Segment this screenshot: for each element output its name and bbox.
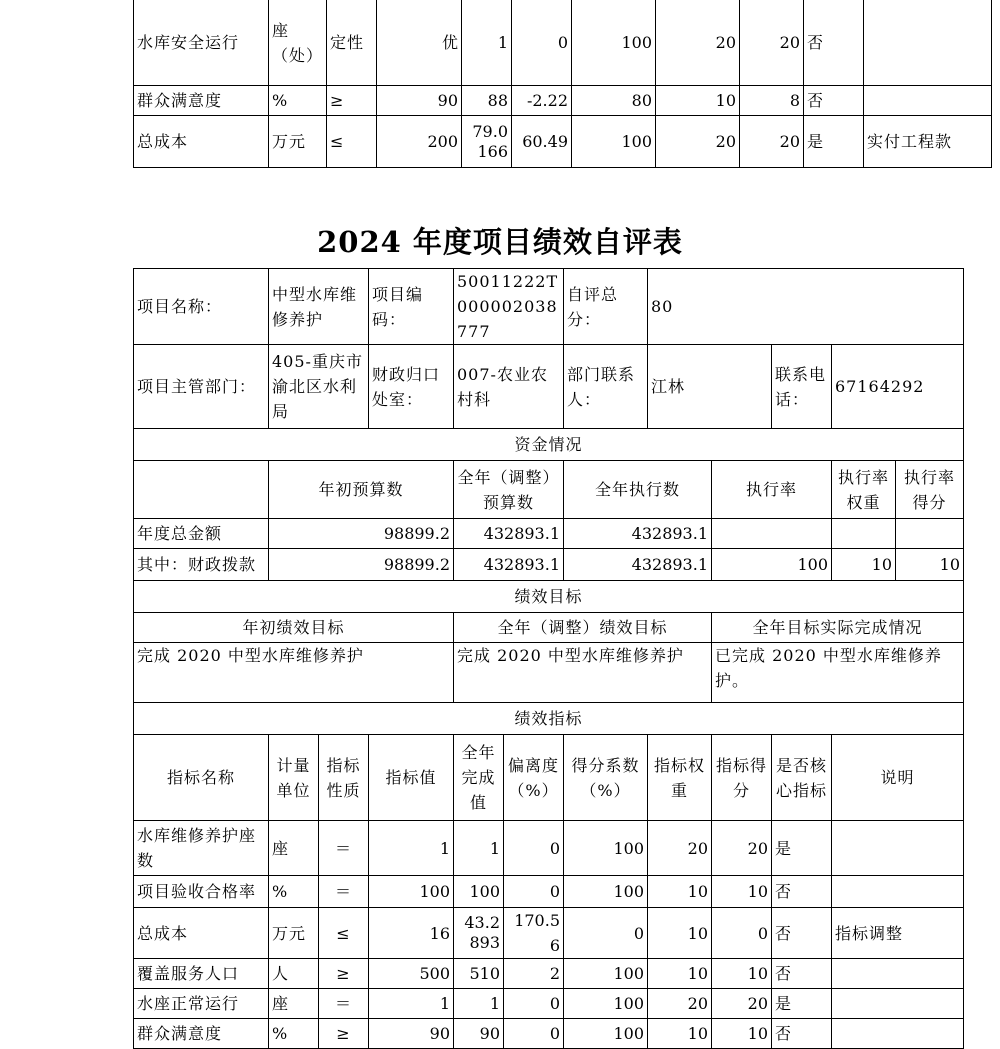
header-coef: 得分系数（%） xyxy=(564,735,648,821)
indicator-note xyxy=(864,86,992,116)
indicator-nature: 定性 xyxy=(327,0,377,86)
indicator-weight: 20 xyxy=(648,989,712,1019)
indicator-deviation: 0 xyxy=(504,821,564,876)
project-info-row xyxy=(134,269,964,345)
indicator-weight: 20 xyxy=(656,116,740,168)
indicator-deviation: 0 xyxy=(504,1019,564,1049)
self-score: 80 xyxy=(648,269,964,345)
header-weight: 指标权重 xyxy=(648,735,712,821)
indicator-score: 10 xyxy=(712,876,772,908)
indicator-unit: % xyxy=(269,86,327,116)
indicator-deviation: 60.49 xyxy=(512,116,572,168)
indicator-actual: 88 xyxy=(462,86,512,116)
indicator-core: 否 xyxy=(772,876,832,908)
initial-goal-header: 年初绩效目标 xyxy=(134,613,454,643)
contact-label: 部门联系人： xyxy=(564,345,648,429)
funds-section-row xyxy=(134,429,964,461)
indicator-name: 群众满意度 xyxy=(134,86,269,116)
execution-rate-header: 执行率 xyxy=(712,461,832,519)
indicator-target: 500 xyxy=(369,959,454,989)
indicator-core: 否 xyxy=(772,1019,832,1049)
indicator-core: 是 xyxy=(772,989,832,1019)
phone-number: 67164292 xyxy=(832,345,964,429)
indicator-score: 20 xyxy=(740,116,804,168)
indicator-unit: 座 xyxy=(269,989,319,1019)
indicator-weight: 10 xyxy=(648,959,712,989)
adjusted-goal: 完成 2020 中型水库维修养护 xyxy=(454,643,712,703)
header-core: 是否核心指标 xyxy=(772,735,832,821)
indicators-section-row xyxy=(134,703,964,735)
indicator-note xyxy=(832,1019,964,1049)
indicator-target: 90 xyxy=(369,1019,454,1049)
indicator-score: 20 xyxy=(712,989,772,1019)
indicator-weight: 20 xyxy=(648,821,712,876)
header-unit: 计量单位 xyxy=(269,735,319,821)
rate-score xyxy=(896,519,964,549)
department-label: 项目主管部门： xyxy=(134,345,269,429)
initial-budget-header: 年初预算数 xyxy=(269,461,454,519)
goals-row xyxy=(134,643,964,703)
goals-section-row xyxy=(134,581,964,613)
indicator-coef: 100 xyxy=(564,876,648,908)
rate-weight-header: 执行率权重 xyxy=(832,461,896,519)
indicator-actual: 90 xyxy=(454,1019,504,1049)
indicator-target: 优 xyxy=(377,0,462,86)
indicator-actual: 510 xyxy=(454,959,504,989)
department: 405-重庆市渝北区水利局 xyxy=(269,345,369,429)
indicator-actual: 1 xyxy=(462,0,512,86)
indicator-unit: 万元 xyxy=(269,116,327,168)
indicator-nature: ＝ xyxy=(319,989,369,1019)
indicator-score: 8 xyxy=(740,86,804,116)
executed-header: 全年执行数 xyxy=(564,461,712,519)
funds-row xyxy=(134,549,964,581)
indicator-name: 群众满意度 xyxy=(134,1019,269,1049)
funds-row xyxy=(134,519,964,549)
table-row xyxy=(134,989,964,1019)
header-indicator-name: 指标名称 xyxy=(134,735,269,821)
adjusted-goal-header: 全年（调整）绩效目标 xyxy=(454,613,712,643)
indicator-name: 项目验收合格率 xyxy=(134,876,269,908)
indicator-actual: 43.2893 xyxy=(454,908,504,959)
initial-budget: 98899.2 xyxy=(269,549,454,581)
finance-office: 007-农业农村科 xyxy=(454,345,564,429)
indicator-nature: ≤ xyxy=(327,116,377,168)
adjusted-budget: 432893.1 xyxy=(454,549,564,581)
indicator-core: 否 xyxy=(772,908,832,959)
table-row xyxy=(134,821,964,876)
table-row xyxy=(134,876,964,908)
executed-amount: 432893.1 xyxy=(564,549,712,581)
indicator-coef: 100 xyxy=(572,116,656,168)
rate-weight: 10 xyxy=(832,549,896,581)
indicator-coef: 100 xyxy=(564,959,648,989)
indicator-deviation: 170.56 xyxy=(504,908,564,959)
indicator-deviation: 0 xyxy=(504,876,564,908)
indicator-name: 水座正常运行 xyxy=(134,989,269,1019)
indicator-nature: ＝ xyxy=(319,876,369,908)
rate-weight xyxy=(832,519,896,549)
executed-amount: 432893.1 xyxy=(564,519,712,549)
funds-row-label: 年度总金额 xyxy=(134,519,269,549)
finance-office-label: 财政归口处室： xyxy=(369,345,454,429)
header-target: 指标值 xyxy=(369,735,454,821)
contact-person: 江林 xyxy=(648,345,772,429)
indicator-unit: 座（处） xyxy=(269,0,327,86)
adjusted-budget-header: 全年（调整）预算数 xyxy=(454,461,564,519)
self-evaluation-table xyxy=(133,268,964,1049)
indicator-deviation: 0 xyxy=(504,989,564,1019)
header-actual: 全年完成值 xyxy=(454,735,504,821)
indicator-score: 10 xyxy=(712,959,772,989)
indicator-target: 100 xyxy=(369,876,454,908)
header-deviation: 偏离度（%） xyxy=(504,735,564,821)
table-row xyxy=(134,116,992,168)
indicator-nature: ≥ xyxy=(319,1019,369,1049)
indicator-target: 200 xyxy=(377,116,462,168)
indicator-nature: ≤ xyxy=(319,908,369,959)
initial-goal: 完成 2020 中型水库维修养护 xyxy=(134,643,454,703)
department-info-row xyxy=(134,345,964,429)
execution-rate: 100 xyxy=(712,549,832,581)
indicator-coef: 100 xyxy=(564,821,648,876)
indicator-name: 总成本 xyxy=(134,908,269,959)
indicator-actual: 1 xyxy=(454,989,504,1019)
table-row xyxy=(134,0,992,86)
header-nature: 指标性质 xyxy=(319,735,369,821)
indicator-deviation: -2.22 xyxy=(512,86,572,116)
indicator-unit: 座 xyxy=(269,821,319,876)
indicator-nature: ≥ xyxy=(327,86,377,116)
initial-budget: 98899.2 xyxy=(269,519,454,549)
indicator-actual: 79.0166 xyxy=(462,116,512,168)
indicator-note xyxy=(832,876,964,908)
self-score-label: 自评总分： xyxy=(564,269,648,345)
funds-header-blank xyxy=(134,461,269,519)
table-row xyxy=(134,908,964,959)
indicator-weight: 10 xyxy=(648,1019,712,1049)
indicator-note xyxy=(832,989,964,1019)
indicator-name: 水库安全运行 xyxy=(134,0,269,86)
indicator-unit: 人 xyxy=(269,959,319,989)
phone-label: 联系电话： xyxy=(772,345,832,429)
funds-section-title: 资金情况 xyxy=(134,429,964,461)
indicator-target: 90 xyxy=(377,86,462,116)
indicator-target: 1 xyxy=(369,821,454,876)
indicator-core: 否 xyxy=(804,86,864,116)
indicator-score: 20 xyxy=(740,0,804,86)
table-row xyxy=(134,1019,964,1049)
indicator-score: 0 xyxy=(712,908,772,959)
adjusted-budget: 432893.1 xyxy=(454,519,564,549)
indicators-header-row xyxy=(134,735,964,821)
indicator-note xyxy=(864,0,992,86)
project-code: 50011222T000002038777 xyxy=(454,269,564,345)
indicator-core: 否 xyxy=(804,0,864,86)
indicator-unit: 万元 xyxy=(269,908,319,959)
indicator-name: 覆盖服务人口 xyxy=(134,959,269,989)
indicator-note xyxy=(832,959,964,989)
page-title: 2024 年度项目绩效自评表 xyxy=(317,225,683,259)
funds-header-row xyxy=(134,461,964,519)
indicator-weight: 10 xyxy=(656,86,740,116)
indicator-coef: 80 xyxy=(572,86,656,116)
indicator-coef: 100 xyxy=(564,989,648,1019)
indicator-note: 指标调整 xyxy=(832,908,964,959)
indicator-core: 否 xyxy=(772,959,832,989)
indicator-core: 是 xyxy=(772,821,832,876)
indicator-unit: % xyxy=(269,876,319,908)
header-note: 说明 xyxy=(832,735,964,821)
actual-goal-header: 全年目标实际完成情况 xyxy=(712,613,964,643)
indicator-core: 是 xyxy=(804,116,864,168)
indicators-section-title: 绩效指标 xyxy=(134,703,964,735)
project-name: 中型水库维修养护 xyxy=(269,269,369,345)
indicator-target: 16 xyxy=(369,908,454,959)
goals-header-row xyxy=(134,613,964,643)
goals-section-title: 绩效目标 xyxy=(134,581,964,613)
indicator-name: 水库维修养护座数 xyxy=(134,821,269,876)
actual-goal: 已完成 2020 中型水库维修养护。 xyxy=(712,643,964,703)
indicator-nature: ＝ xyxy=(319,821,369,876)
indicator-name: 总成本 xyxy=(134,116,269,168)
indicator-target: 1 xyxy=(369,989,454,1019)
indicator-weight: 20 xyxy=(656,0,740,86)
table-row xyxy=(134,86,992,116)
indicator-nature: ≥ xyxy=(319,959,369,989)
indicator-score: 20 xyxy=(712,821,772,876)
indicator-actual: 1 xyxy=(454,821,504,876)
indicator-coef: 0 xyxy=(564,908,648,959)
indicator-weight: 10 xyxy=(648,876,712,908)
indicator-deviation: 0 xyxy=(512,0,572,86)
indicator-note: 实付工程款 xyxy=(864,116,992,168)
indicator-note xyxy=(832,821,964,876)
indicator-coef: 100 xyxy=(564,1019,648,1049)
indicator-weight: 10 xyxy=(648,908,712,959)
funds-row-label: 其中：财政拨款 xyxy=(134,549,269,581)
project-code-label: 项目编码： xyxy=(369,269,454,345)
table-row xyxy=(134,959,964,989)
indicator-unit: % xyxy=(269,1019,319,1049)
execution-rate xyxy=(712,519,832,549)
indicator-coef: 100 xyxy=(572,0,656,86)
rate-score: 10 xyxy=(896,549,964,581)
project-name-label: 项目名称： xyxy=(134,269,269,345)
previous-indicator-table xyxy=(133,0,992,168)
indicator-score: 10 xyxy=(712,1019,772,1049)
rate-score-header: 执行率得分 xyxy=(896,461,964,519)
header-score: 指标得分 xyxy=(712,735,772,821)
indicator-actual: 100 xyxy=(454,876,504,908)
indicator-deviation: 2 xyxy=(504,959,564,989)
